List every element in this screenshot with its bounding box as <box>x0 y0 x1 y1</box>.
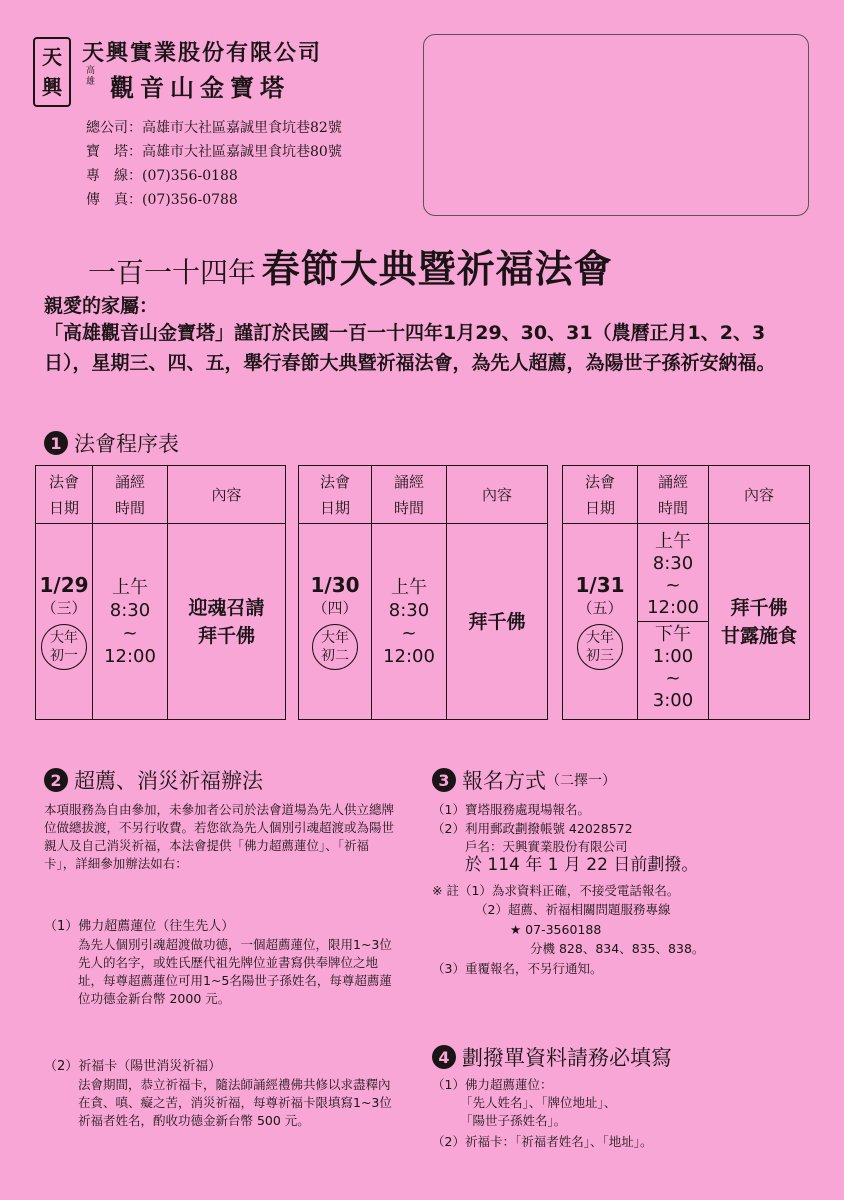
date: 1/31 <box>575 573 625 597</box>
section2-item2-title: （2）祈福卡（陽世消災祈福） <box>44 1059 222 1074</box>
date-cell <box>36 524 93 720</box>
address-label: 專 線 <box>86 168 128 184</box>
header-content: 內容 <box>709 466 810 524</box>
section3-line2: （2）利用郵政劃撥帳號 42028572 <box>432 821 633 836</box>
time-cell: 上午 8:30 ~ 12:00 <box>93 524 168 720</box>
logo-char-top: 天 <box>42 45 62 69</box>
address-value: (07)356-0188 <box>142 168 238 184</box>
section1-heading <box>44 428 179 458</box>
date: 1/30 <box>310 573 360 597</box>
address-row: 寶 塔 ： 高雄市大社區嘉誠里食坑巷80號 <box>86 140 342 164</box>
content-cell: 拜千佛 <box>447 524 548 720</box>
address-label: 寶 塔 <box>86 144 128 160</box>
schedule-table-3 <box>562 465 810 720</box>
morning-session: 上午 8:30 ~ 12:00 <box>638 529 708 622</box>
content-cell: 拜千佛 甘露施食 <box>709 524 810 720</box>
time-cell <box>638 524 709 720</box>
section2-heading <box>44 765 263 795</box>
section3-subtitle: （二擇一） <box>546 773 616 789</box>
date: 1/29 <box>39 573 89 597</box>
weekday: （五） <box>577 599 623 617</box>
mailing-address-window <box>423 34 809 216</box>
address-value: (07)356-0788 <box>142 192 238 208</box>
lunar-day-badge: 大年 初二 <box>312 624 358 670</box>
company-logo <box>33 37 71 107</box>
section4-line2: （2）祈福卡：「祈福者姓名」、「地址」。 <box>432 1134 653 1149</box>
address-row: 總公司 ： 高雄市大社區嘉誠里食坑巷82號 <box>86 116 342 140</box>
date-cell <box>563 524 638 720</box>
intro-paragraph: 「高雄觀音山金寶塔」謹訂於民國一百一十四年1月29、30、31（農曆正月1、2、3日），星期三、四、五，舉行春節大典暨祈福法會，為先人超薦，為陽世子孫祈安納福。 <box>44 322 776 374</box>
header-date: 法會 日期 <box>563 466 638 524</box>
company-name: 天興實業股份有限公司 <box>82 41 323 66</box>
header-content: 內容 <box>168 466 286 524</box>
section2-item2-body: 法會期間，恭立祈福卡，隨法師誦經禮佛共修以求盡釋內在貪、嗔、癡之苦，消災祈福，每尊祈福卡限填寫1~3位祈福者姓名，酌收功德金新台幣 500 元。 <box>78 1077 392 1128</box>
title-year: 一百一十四年 <box>88 256 257 289</box>
logo-char-bottom: 興 <box>42 75 62 99</box>
header-content: 內容 <box>447 466 548 524</box>
section4-line1: （1）佛力超薦蓮位： <box>432 1077 553 1092</box>
header-time: 誦經 時間 <box>93 466 168 524</box>
section2-title: 超薦、消災祈福辦法 <box>74 769 263 793</box>
section3-account-name: 戶名：天興實業股份有限公司 <box>465 839 628 854</box>
section-number-badge: 3 <box>432 768 456 792</box>
section3-note1: ※ 註（1）為求資料正確，不接受電話報名。 <box>432 883 680 898</box>
page-title <box>88 238 613 293</box>
lunar-day-badge: 大年 初三 <box>577 624 623 670</box>
header-date: 法會 日期 <box>299 466 372 524</box>
address-label: 總公司 <box>86 120 128 136</box>
date-cell <box>299 524 372 720</box>
greeting: 親愛的家屬： <box>44 295 159 317</box>
address-block <box>86 116 342 212</box>
header-date: 法會 日期 <box>36 466 93 524</box>
section1-title: 法會程序表 <box>74 432 179 456</box>
section3-line3: （3）重覆報名，不另行通知。 <box>432 961 603 976</box>
section3-extensions: 分機 828、834、835、838。 <box>530 941 705 956</box>
title-event: 春節大典暨祈福法會 <box>261 246 613 291</box>
section2-item1-title: （1）佛力超薦蓮位（往生先人） <box>44 919 235 934</box>
header-time: 誦經 時間 <box>638 466 709 524</box>
section4-line1c: 「陽世子孫姓名」。 <box>460 1113 567 1128</box>
address-label: 傳 真 <box>86 192 128 208</box>
content-cell: 迎魂召請 拜千佛 <box>168 524 286 720</box>
section3-heading <box>432 765 616 795</box>
section-number-badge: 1 <box>44 431 68 455</box>
section4-heading <box>432 1042 672 1072</box>
section3-deadline: 於 114 年 1 月 22 日前劃撥。 <box>465 855 699 875</box>
weekday: （三） <box>41 599 87 617</box>
section-number-badge: 2 <box>44 768 68 792</box>
section4-line1b: 「先人姓名」、「牌位地址」、 <box>460 1095 617 1110</box>
lunar-day-badge: 大年 初一 <box>41 624 87 670</box>
header-time: 誦經 時間 <box>372 466 447 524</box>
section3-line1: （1）寶塔服務處現場報名。 <box>432 802 590 817</box>
address-row: 傳 真 ： (07)356-0788 <box>86 188 342 212</box>
schedule-table-1 <box>35 465 286 720</box>
location-small: 高雄 <box>86 66 96 87</box>
section3-note2: （2）超薦、祈福相關問題服務專線 <box>475 902 671 917</box>
section2-description: 本項服務為自由參加，未參加者公司於法會道場為先人供立總牌位做總拔渡，不另行收費。若您欲為先人個別引魂超渡或為陽世親人及自己消災祈福，本法會提供「佛力超薦蓮位」、「祈福卡」，詳細參加辦法如右： <box>44 802 395 871</box>
time-cell: 上午 8:30 ~ 12:00 <box>372 524 447 720</box>
address-value: 高雄市大社區嘉誠里食坑巷82號 <box>142 120 342 136</box>
address-row: 專 線 ： (07)356-0188 <box>86 164 342 188</box>
section3-title: 報名方式 <box>462 769 546 793</box>
section-number-badge: 4 <box>432 1045 456 1069</box>
address-value: 高雄市大社區嘉誠里食坑巷80號 <box>142 144 342 160</box>
section2-item1-body: 為先人個別引魂超渡做功德，一個超薦蓮位，限用1~3位先人的名字，或姓氏歷代祖先牌位並書寫供奉牌位之地址，每尊超薦蓮位可用1~5名陽世子孫姓名，每尊超薦蓮位功德金新台幣 2000 元。 <box>78 937 392 1006</box>
tower-name: 觀音山金寶塔 <box>110 73 290 102</box>
schedule-table-2 <box>298 465 548 720</box>
section4-title: 劃撥單資料請務必填寫 <box>462 1046 672 1070</box>
weekday: （四） <box>312 599 358 617</box>
section3-phone: ★ 07-3560188 <box>510 922 602 937</box>
afternoon-session: 下午 1:00 ~ 3:00 <box>652 624 694 711</box>
